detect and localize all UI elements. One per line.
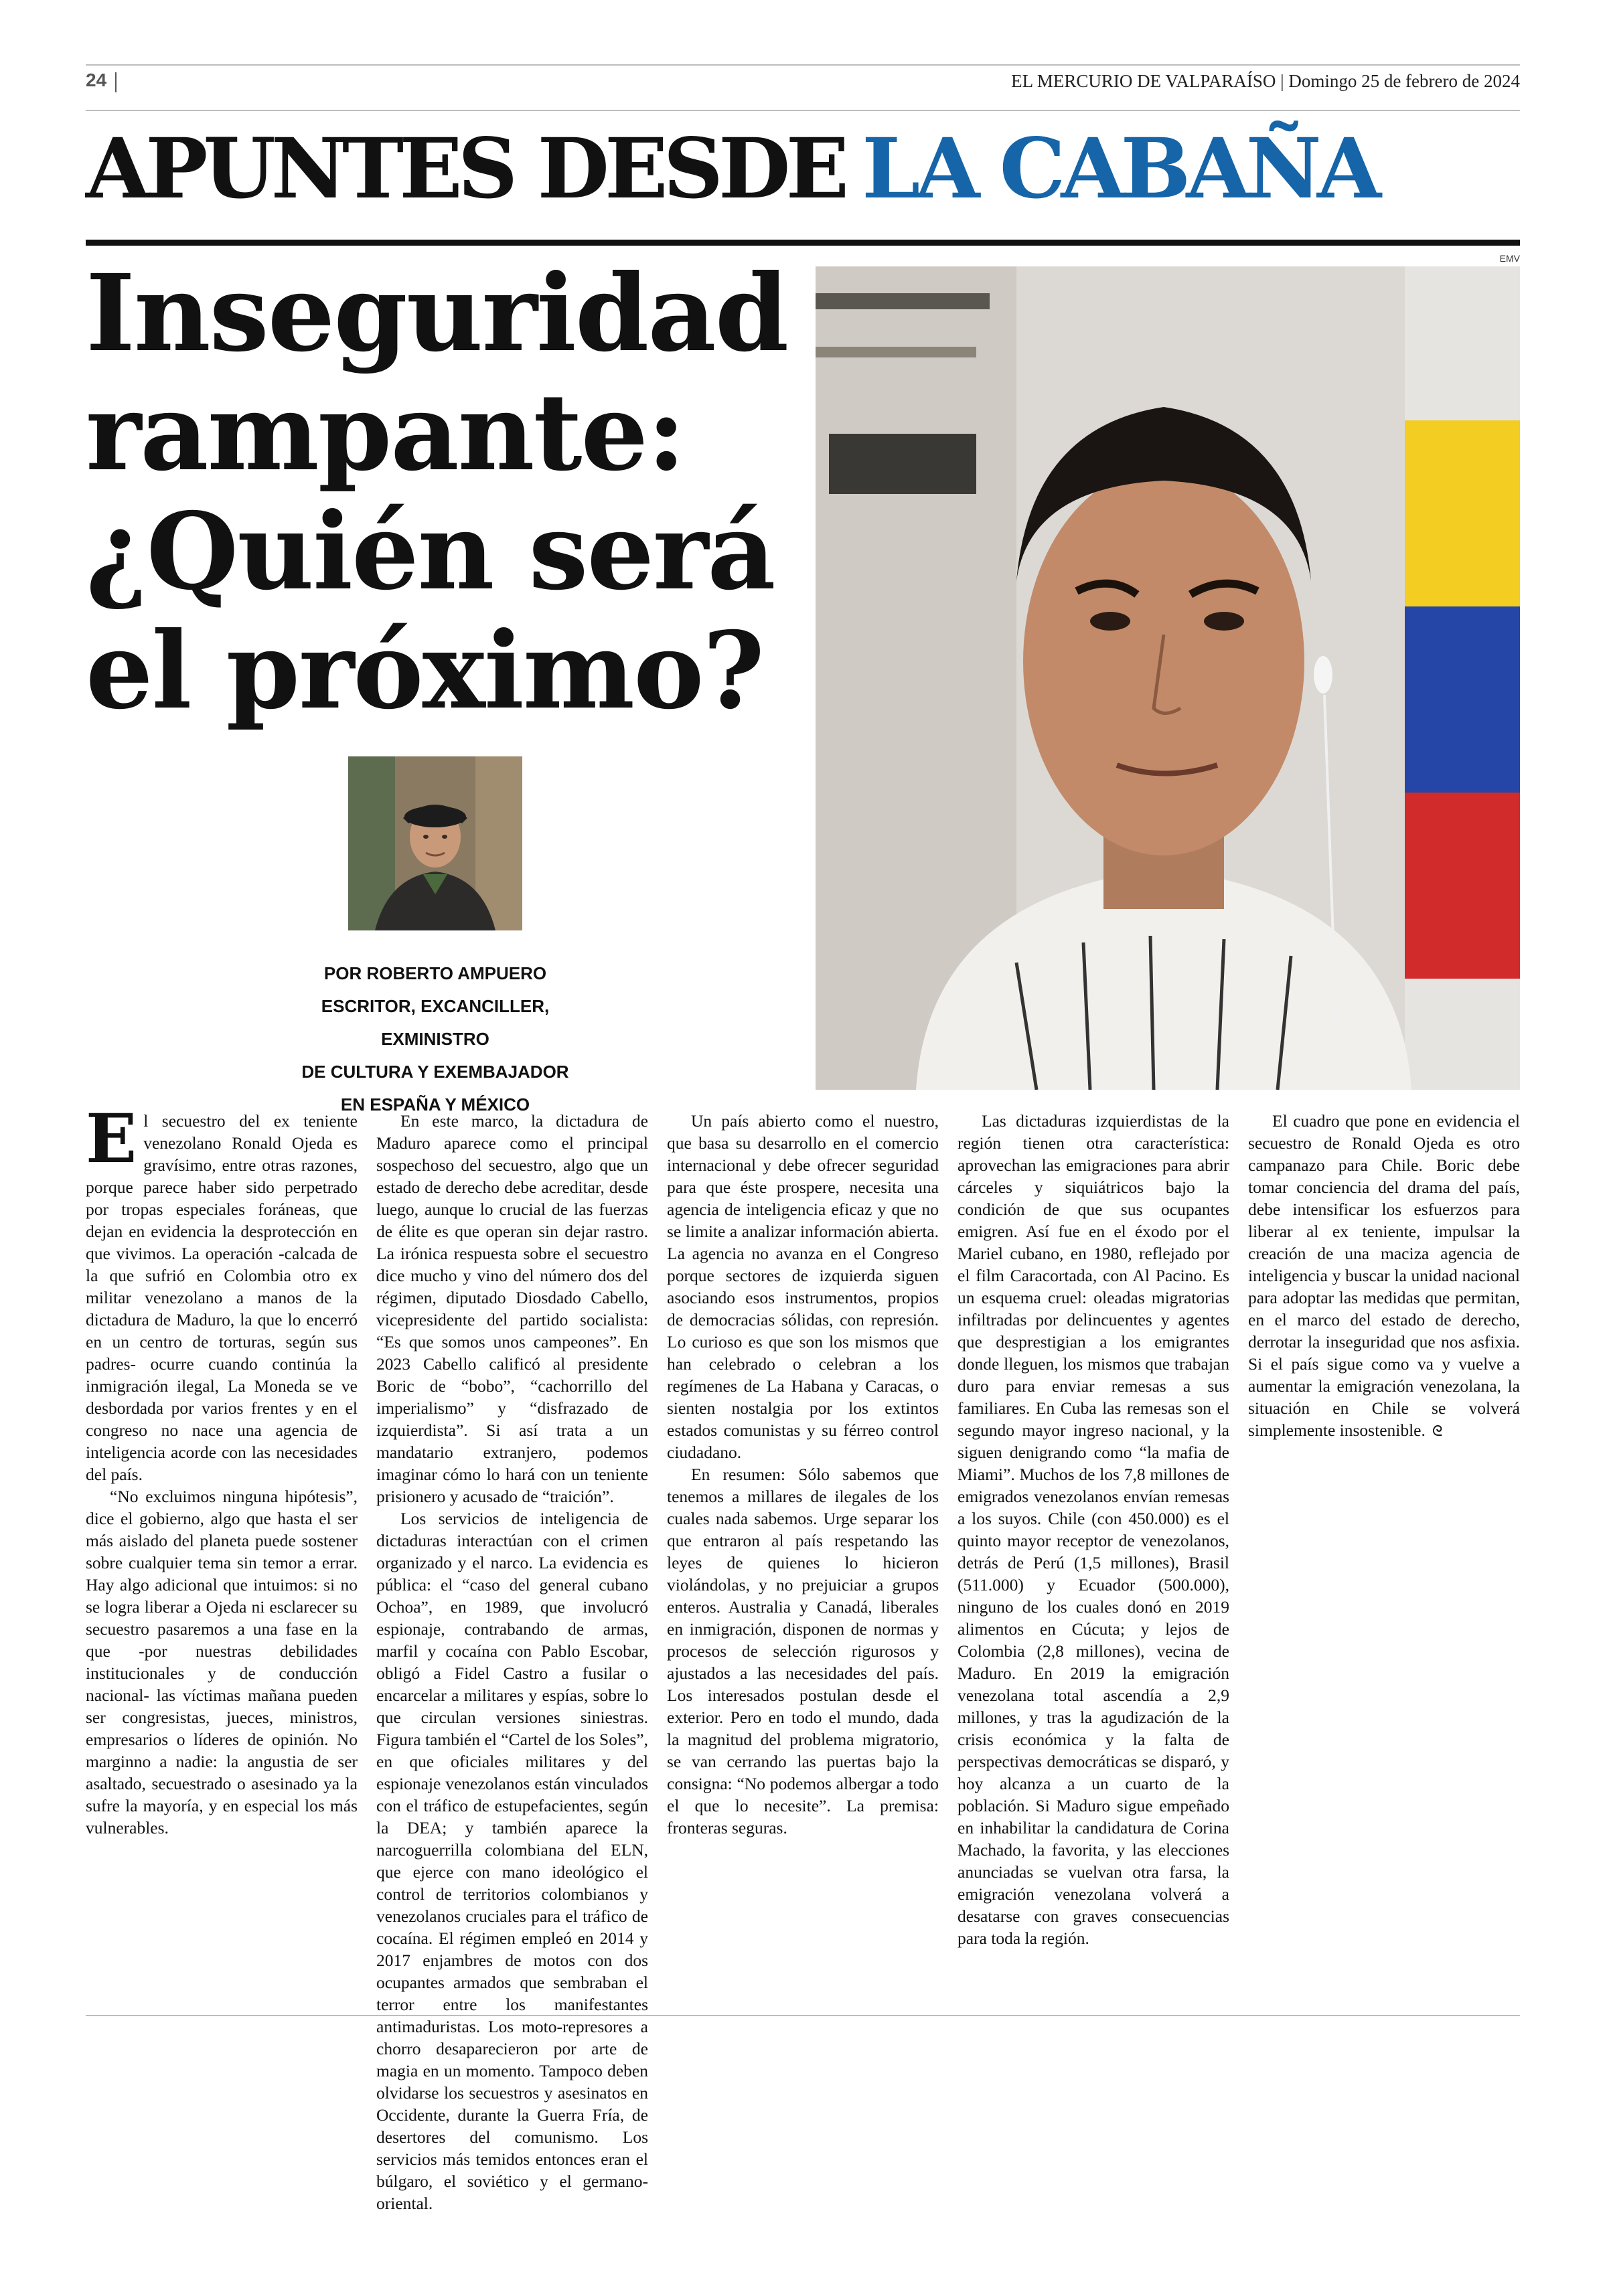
article-paragraph-4: Los servicios de inteligencia de dictaduras interactúan con el crimen organizado y el narco. La evidencia es pública: el “caso del general cubano Ochoa”, en 1989, que involucró espionaje, contrabando de armas, marfil y cocaína con Pablo Escobar, obligó a Fidel Castro a fusilar o encarcelar a militares y espías, sobre lo que circulan versiones siniestras. Figura también el “Cartel de los Soles”, en que oficiales militares y del espionaje venezolanos están vinculados con el tráfico de estupefacientes, según la DEA; y también aparece la narcoguerrilla colombiana del ELN, que ejerce con mano ideológico el control de territorios colombianos y venezolanos cruciales para el tráfico de cocaína. El régimen empleó en 2014 y 2017 enjambres de motos con dos ocupantes armados que sembraban el terror entre los manifestantes antimaduristas. Los moto-represores a chorro desaparecieron por arte de magia en un momento. Tampoco deben olvidarse los secuestros y asesinatos en Occidente, durante la Guerra Fría, de desertores del comunismo. Los servicios más temidos entonces eran el búlgaro, el soviético y el germano-oriental. bbox=[376, 1509, 648, 2213]
top-rule bbox=[86, 64, 1520, 66]
section-title bbox=[86, 119, 1520, 220]
article-paragraph-7: Las dictaduras izquierdistas de la región tienen otra característica: aprovechan las emigraciones para abrir cárceles y siquiátricos bajo la condición de que sus ocupantes emigren. Así fue en el éxodo por el Mariel cubano, en 1980, reflejado por el film Caracortada, con Al Pacino. Es un esquema cruel: oleadas migratorias infiltradas por delincuentes y agentes que desprestigian a los emigrantes donde lleguen, los mismos que trabajan duro para enviar remesas a sus familiares. En Cuba las remesas son el segundo mayor ingreso nacional, y la siguen denigrando como “la mafia de Miami”. Muchos de los 7,8 millones de emigrados venezolanos envían remesas a los suyos. Chile (con 450.000) es el quinto mayor receptor de venezolanos, detrás de Perú (1,5 millones), Brasil (511.000) y Ecuador (500.000), ninguno de los cuales donó en 2019 alimentos en Cúcuta; y lejos de Colombia (2,8 millones), vecina de Maduro. En 2019 la emigración venezolana total ascendía a 2,9 millones, y tras la agudización de la crisis económica y la falta de perspectivas democráticas se disparó, y hoy alcanza a un cuarto de la población. Si Maduro sigue empeñado en inhabilitar la candidatura de Corina Machado, la favorita, y las elecciones anunciadas se vuelvan otra farsa, la emigración venezolana volverá a desatarse con graves consecuencias para toda la región. bbox=[958, 1111, 1229, 1948]
article-paragraph-1-text: l secuestro del ex teniente venezolano Ronald Ojeda es gravísimo, entre otras razones, porque parece haber sido perpetrado por tropas especiales foráneas, que dejan en evidencia la desprotección en que vivimos. La operación -calcada de la que sufrió en Colombia otro ex militar venezolano a manos de la dictadura de Maduro, la que lo encerró en un centro de torturas, según sus padres- ocurre cuando continúa la inmigración ilegal, La Moneda se ve desbordada por varios frentes y en el congreso no nace una agencia de inteligencia acorde con las necesidades del país. bbox=[86, 1111, 358, 1484]
byline-role-2: DE CULTURA Y EXEMBAJADOR bbox=[301, 1062, 569, 1082]
article-paragraph-5: Un país abierto como el nuestro, que basa su desarrollo en el comercio internacional y debe ofrecer seguridad para que éste prospere, necesita una agencia de inteligencia eficaz y que no se limite a analizar información abierta. La agencia no avanza en el Congreso porque sectores de izquierda siguen asociando esos instrumentos, propios de democracias sólidas, con represión. Lo curioso es que son los mismos que han celebrado o celebran a los regímenes de La Habana y Caracas, o sienten nostalgia por los extintos estados comunistas y su férreo control ciudadano. bbox=[667, 1111, 939, 1462]
byline bbox=[268, 957, 603, 1121]
headline-line-1: Inseguridad bbox=[86, 252, 788, 376]
byline-role-1: ESCRITOR, EXCANCILLER, EXMINISTRO bbox=[321, 996, 550, 1049]
article-paragraph-3: En este marco, la dictadura de Maduro aparece como el principal sospechoso del secuestro, algo que un estado de derecho debe acreditar, desde luego, aunque lo crucial de las fuerzas de élite es que operan sin dejar rastro. La irónica respuesta sobre el secuestro dice mucho y vino del número dos del régimen, diputado Diosdado Cabello, vicepresidente del partido socialista: “Es que somos unos campeones”. En 2023 Cabello calificó al presidente Boric de “bobo”, “cachorrillo del imperialismo” y “disfrazado de izquierdista”. Si así trata a un mandatario extranjero, podemos imaginar cómo lo hará con un teniente prisionero y acusado de “traición”. bbox=[376, 1111, 648, 1506]
bottom-rule bbox=[86, 2015, 1520, 2016]
page-number: 24 bbox=[86, 70, 107, 90]
article-paragraph-6: En resumen: Sólo sabemos que tenemos a millares de ilegales de los cuales nada sabemos. Urge separar los que entraron al país respetando las leyes de quienes lo hicieron violándolas, y no prejuiciar a grupos enteros. Australia y Canadá, liberales en inmigración, disponen de normas y procesos de selección rigurosos y ajustados a las necesidades del país. Los interesados postulan desde el exterior. Pero en todo el mundo, dada la magnitud del problema migratorio, se van cerrando las puertas bajo la consigna: “No podemos albergar a todo el que lo necesite”. La premisa: fronteras seguras. bbox=[667, 1465, 939, 1837]
end-mark-icon: ᘓ bbox=[1432, 1422, 1443, 1439]
article-column-1 bbox=[86, 1099, 358, 1896]
section-title-part2: LA CABAÑA bbox=[862, 120, 1377, 218]
publication-info: EL MERCURIO DE VALPARAÍSO | Domingo 25 de febrero de 2024 bbox=[1011, 71, 1520, 91]
headline-line-2: rampante: bbox=[86, 371, 685, 495]
headline-line-3: ¿Quién será bbox=[86, 490, 775, 614]
portrait-photo-icon bbox=[816, 266, 1520, 1090]
byline-author: POR ROBERTO AMPUERO bbox=[323, 963, 547, 983]
author-avatar bbox=[348, 756, 522, 930]
article-column-4 bbox=[958, 1110, 1229, 1948]
article-paragraph-8-text: El cuadro que pone en evidencia el secuestro de Ronald Ojeda es otro campanazo para Chile. Boric debe tomar conciencia del drama del país, debe intensificar los esfuerzos para liberar al ex teniente, impulsar la creación de una maciza agencia de inteligencia y buscar la unidad nacional para adoptar las medidas que permitan, en el marco del estado de derecho, derrotar la inseguridad que nos asfixia. Si el país sigue como va y vuelve a aumentar la emigración venezolana, la situación en Chile se volverá simplemente insostenible. bbox=[1248, 1111, 1520, 1440]
main-photo bbox=[816, 266, 1520, 1090]
article-paragraph-8 bbox=[1248, 1110, 1520, 1442]
page-number-separator bbox=[115, 72, 117, 92]
header-rule bbox=[86, 110, 1520, 111]
author-portrait-icon bbox=[348, 756, 522, 930]
headline bbox=[86, 252, 788, 733]
article-column-5 bbox=[1248, 1110, 1520, 1896]
article-column-2 bbox=[376, 1110, 648, 2213]
section-rule bbox=[86, 240, 1520, 246]
headline-line-4: el próximo? bbox=[86, 609, 764, 733]
article-column-3 bbox=[667, 1110, 939, 1896]
article-paragraph-1 bbox=[86, 1099, 358, 1485]
byline-role-3: EN ESPAÑA Y MÉXICO bbox=[340, 1094, 530, 1115]
section-title-part1: APUNTES DESDE bbox=[86, 120, 845, 218]
drop-cap: E bbox=[86, 1099, 137, 1178]
photo-credit: EMV bbox=[1499, 253, 1520, 264]
article-paragraph-2: “No excluimos ninguna hipótesis”, dice el gobierno, algo que hasta el ser más aislado del planeta puede sostener sobre cualquier tema sin temor a errar. Hay algo adicional que intuimos: si no se logra liberar a Ojeda ni esclarecer su secuestro pasaremos a una fase en la que -por nuestras debilidades institucionales y de conducción nacional- las víctimas mañana pueden ser congresistas, jueces, ministros, empresarios o líderes de opinión. No marginno a nadie: la angustia de ser asaltado, secuestrado o asesinado ya la sufre la mayoría, y en especial los más vulnerables. bbox=[86, 1487, 358, 1837]
